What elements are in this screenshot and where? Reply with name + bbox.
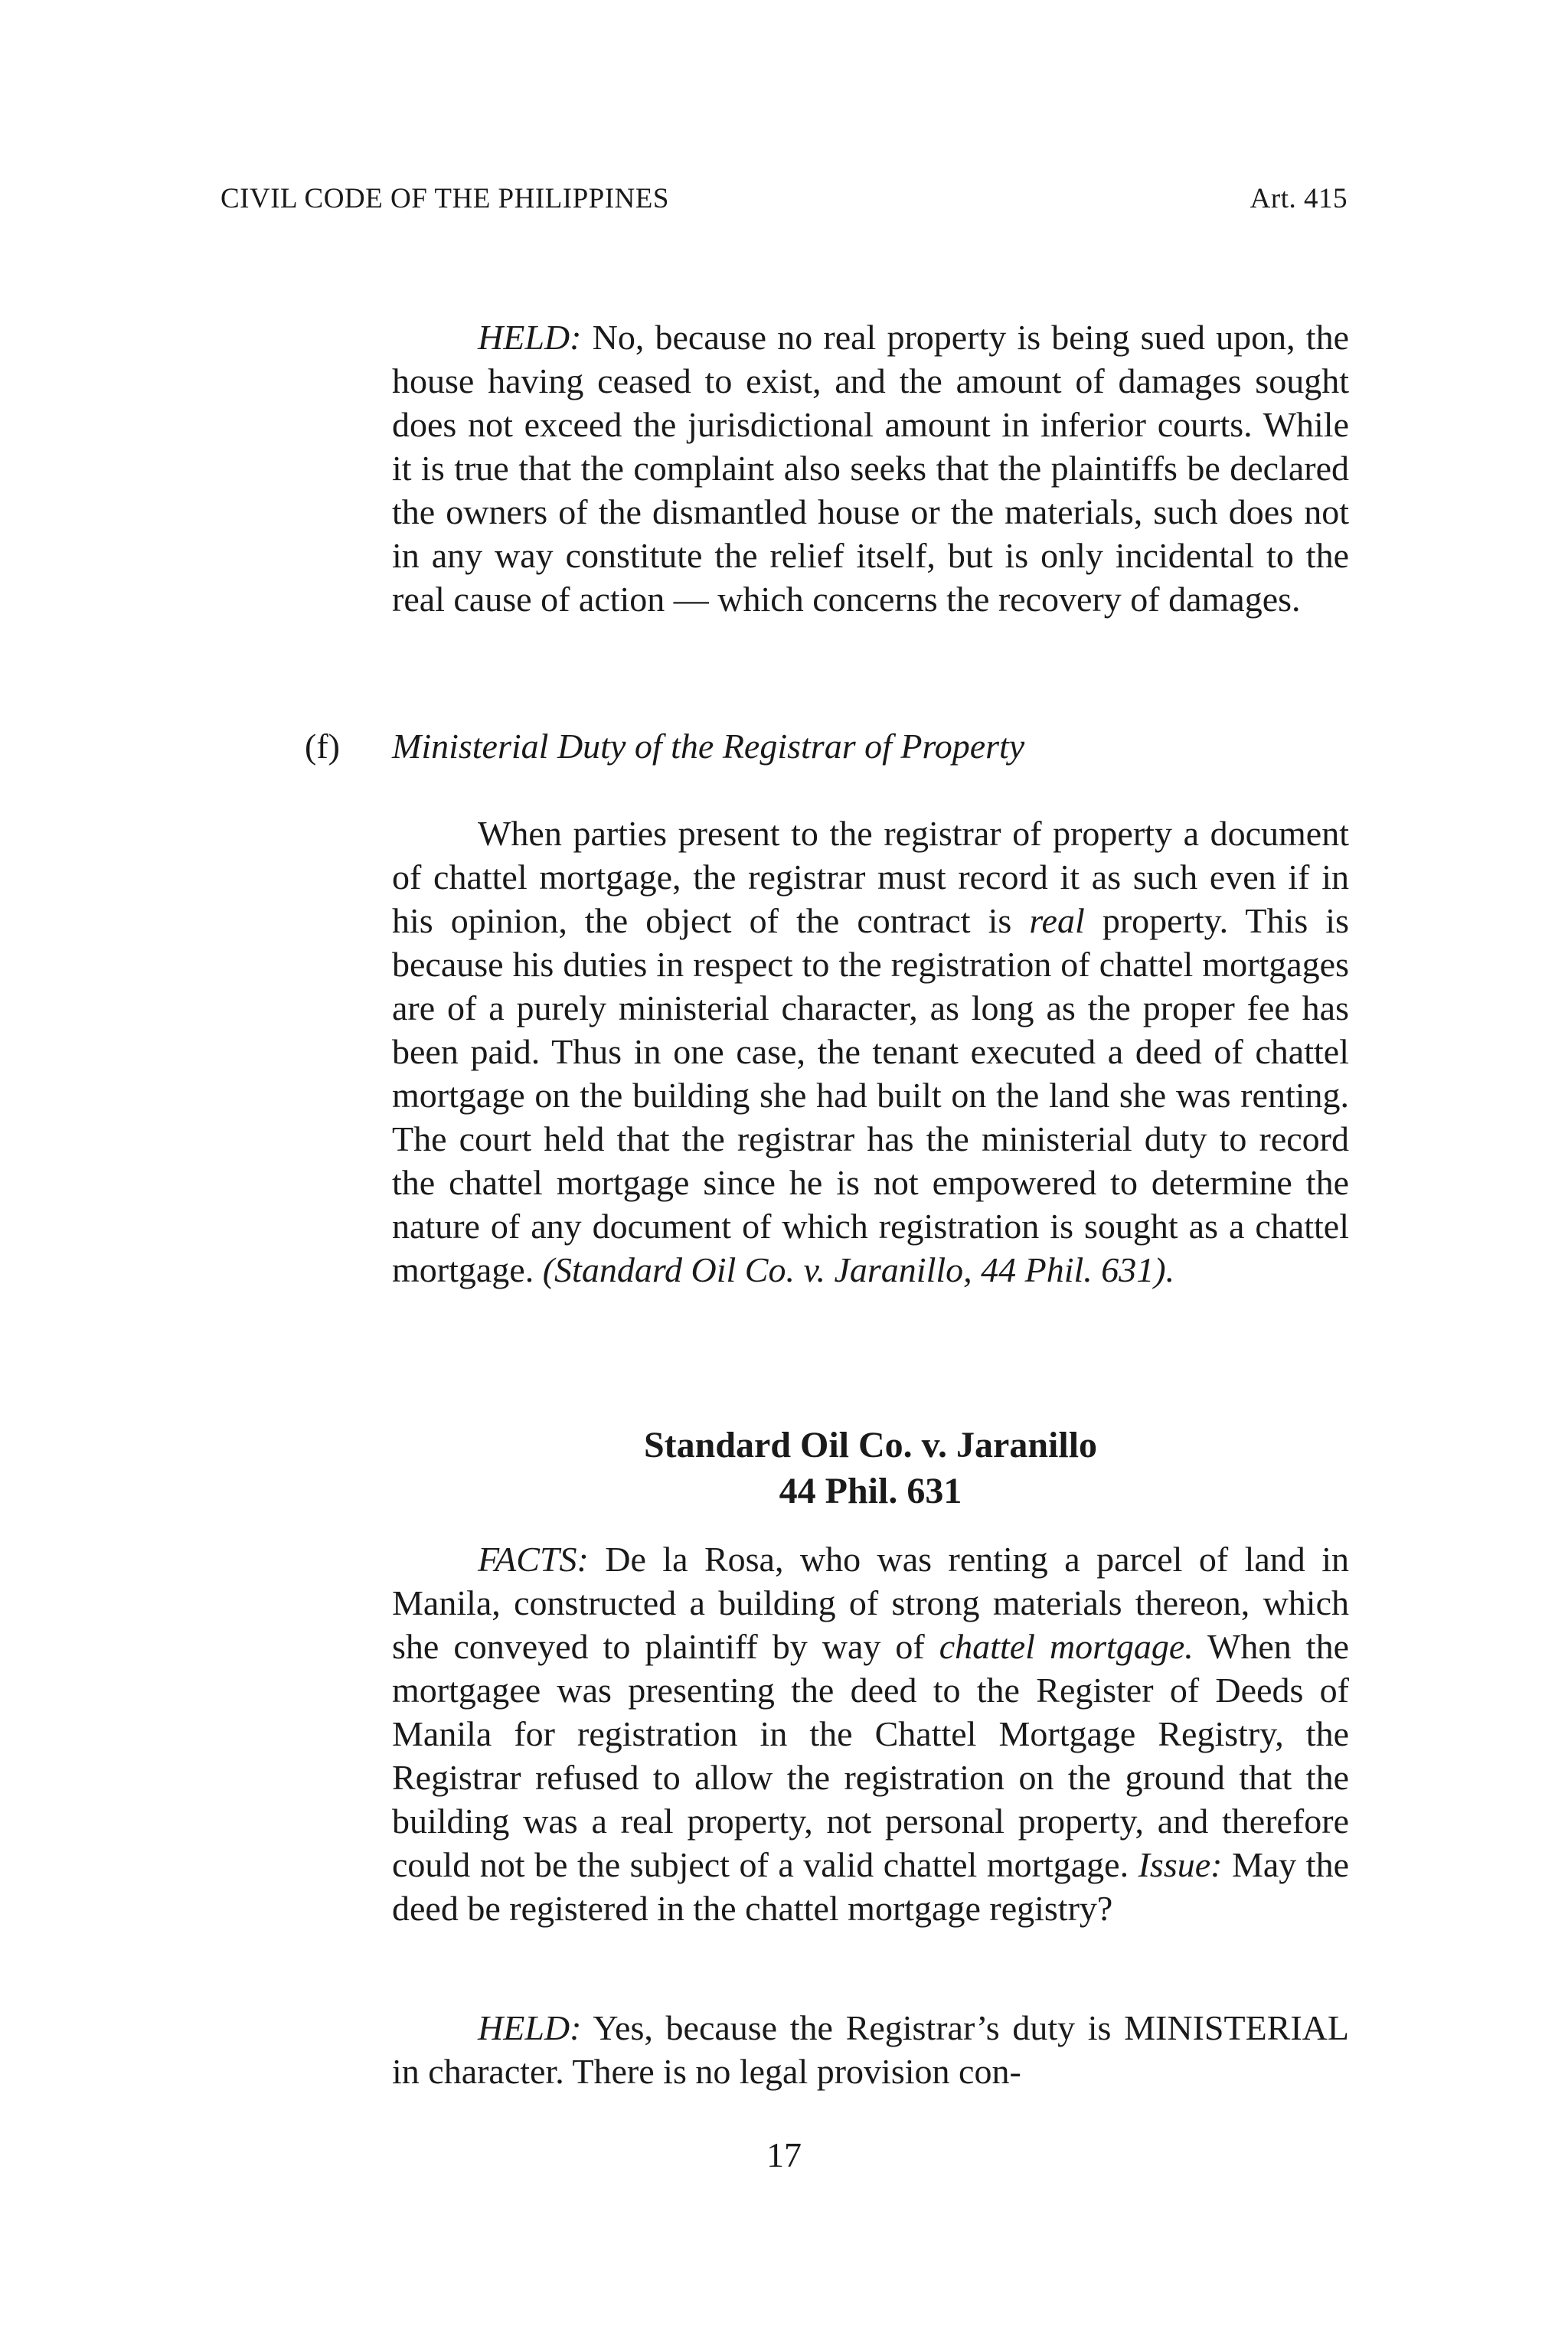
italic-chattel-mortgage: chattel mortgage. bbox=[939, 1627, 1194, 1666]
case-reporter: 44 Phil. 631 bbox=[779, 1471, 962, 1511]
facts-paragraph bbox=[392, 1537, 1349, 1930]
page-number: 17 bbox=[766, 2135, 802, 2174]
facts-label: FACTS: bbox=[478, 1540, 589, 1579]
running-head-article: Art. 415 bbox=[1250, 183, 1348, 214]
paragraph-text: Yes, because the Registrar’s duty is MINISTERIAL in character. There is no legal provision con- bbox=[392, 2008, 1349, 2091]
italic-real: real bbox=[1029, 901, 1085, 940]
paragraph-text: When parties present to the registrar of property a document of chattel mortgage, the registrar must record it as such even if in his opinion, the object of the contract is bbox=[392, 814, 1349, 940]
case-name: Standard Oil Co. v. Jaranillo bbox=[643, 1425, 1098, 1465]
issue-label: Issue: bbox=[1138, 1845, 1223, 1884]
paragraph-text: When the mortgagee was presenting the deed to the Register of Deeds of Manila for registration in the Chattel Mortgage Registry, the Registrar refused to allow the registration on the ground that the building was a real property, not personal property, and therefore could not be the subject of a valid chattel mortgage. bbox=[392, 1627, 1349, 1884]
section-letter: (f) bbox=[305, 727, 340, 766]
section-title: Ministerial Duty of the Registrar of Property bbox=[392, 727, 1025, 766]
paragraph-text: De la Rosa, who was renting a parcel of land in Manila, constructed a building of strong materials thereon, which she conveyed to plaintiff by way of bbox=[392, 1540, 1349, 1666]
paragraph-text: No, because no real property is being sued upon, the house having ceased to exist, and the amount of damages sought does not exceed the jurisdictional amount in inferior courts. While it is true that the complaint also seeks that the plaintiffs be declared the owners of the dismantled house or the materials, such does not in any way constitute the relief itself, but is only incidental to the real cause of action — which concerns the recovery of damages. bbox=[392, 318, 1349, 619]
held-label: HELD: bbox=[478, 318, 582, 357]
held-label: HELD: bbox=[478, 2008, 582, 2047]
paragraph bbox=[392, 315, 1349, 621]
held-paragraph-2 bbox=[392, 2006, 1349, 2093]
case-heading bbox=[392, 1423, 1349, 1514]
ministerial-duty-paragraph bbox=[392, 812, 1349, 1292]
paragraph-text: May the deed be registered in the chattel mortgage registry? bbox=[392, 1845, 1350, 1928]
paragraph-text: property. This is because his duties in respect to the registration of chattel mortgages are of a purely ministerial character, as long as the proper fee has been paid. Thus in one case, the tenant executed a deed of chattel mortgage on the building she had built on the land she was renting. The court held that the registrar has the ministerial duty to record the chattel mortgage since he is not empowered to determine the nature of any document of which registration is sought as a chattel mortgage. bbox=[392, 901, 1349, 1289]
running-head-title: CIVIL CODE OF THE PHILIPPINES bbox=[220, 183, 669, 214]
held-paragraph-1 bbox=[392, 315, 1349, 621]
paragraph bbox=[392, 2006, 1349, 2093]
paragraph bbox=[392, 812, 1349, 1292]
paragraph bbox=[392, 1537, 1349, 1930]
case-citation: (Standard Oil Co. v. Jaranillo, 44 Phil. 631). bbox=[542, 1250, 1175, 1289]
running-head bbox=[220, 182, 1348, 215]
